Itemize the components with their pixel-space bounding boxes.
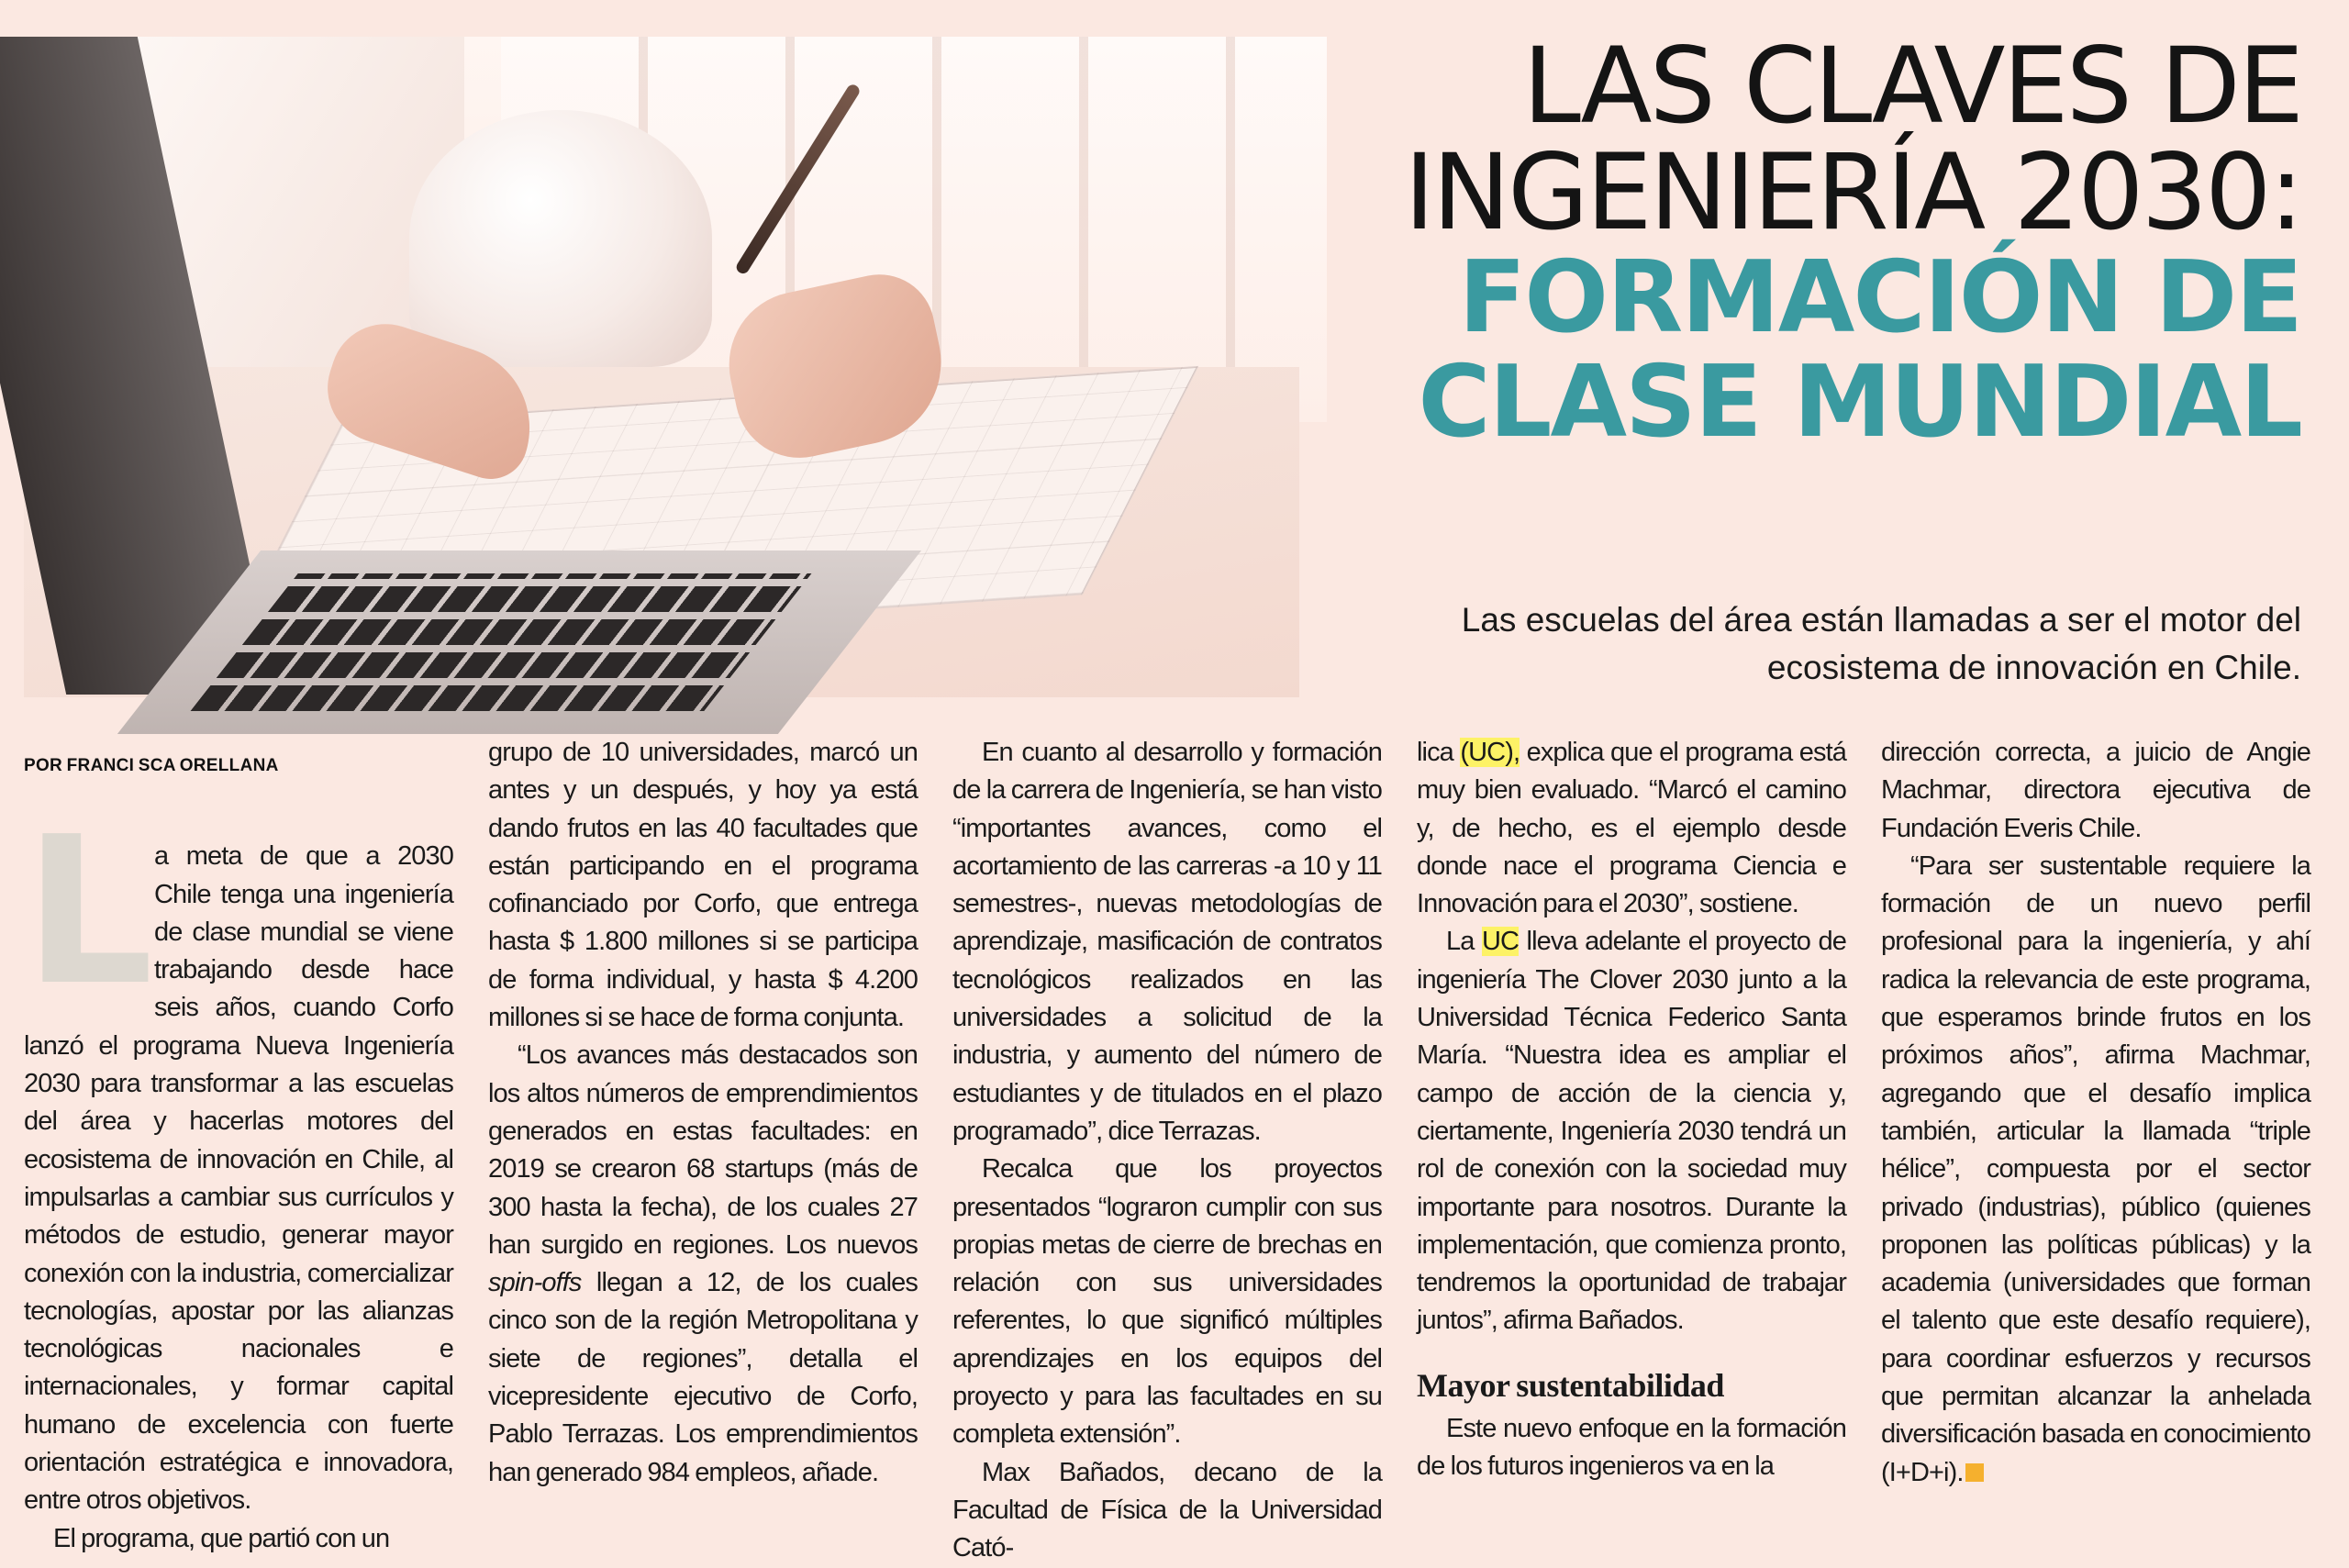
- text-run: “Los avances más destacados son los altos números de emprendimientos generados en estas facultades: en 2019 se crearon 68 startups (más de 300 hasta la fecha), de los cuales 27 han surgido en regiones. Los nuevos: [488, 1040, 918, 1260]
- text-run: “Para ser sustentable requiere la formación de un nuevo perfil profesional para la ingeniería, y ahí radica la relevancia de este programa, que esperamos brinde frutos en los próximos años”, afirma Machmar, agregando que el desafío implica también, articular la llamada “triple hélice”, compuesta por el sector privado (industrias), público (quienes proponen las políticas públicas) y la academia (universidades que forman el talento que este desafío requiere), para coordinar esfuerzos y recursos que permitan alcanzar la anhelada diversificación basada en conocimiento (I+D+i).: [1881, 851, 2310, 1487]
- paragraph: Este nuevo enfoque en la formación de los futuros ingenieros va en la: [1417, 1413, 1846, 1482]
- headline-line-4: CLASE MUNDIAL: [1418, 345, 2301, 460]
- paragraph: Recalca que los proyectos presentados “lograron cumplir con sus propias metas de cierre de brechas en relación con sus universidades referentes, lo que significó múltiples aprendizajes en los equipos del proyecto y para las facultades en su completa extensión”.: [952, 1154, 1382, 1450]
- headline-line-3: FORMACIÓN DE: [1458, 240, 2301, 355]
- text-run: La: [1446, 927, 1482, 957]
- paragraph: Max Bañados, decano de la Facultad de Física de la Universidad Cató-: [952, 1457, 1382, 1563]
- end-of-article-icon: [1965, 1463, 1984, 1482]
- column-2: [488, 734, 918, 1492]
- deck: [1292, 596, 2301, 692]
- text-run: llegan a 12, de los cuales cinco son de la región Metropolitana y siete de regiones”, detalla el vicepresidente ejecutivo de Corfo, Pablo Terrazas. Los emprendimientos han generado 984 empleos, añade.: [488, 1268, 918, 1487]
- highlight-uc: UC: [1481, 927, 1520, 957]
- headline: [1292, 25, 2301, 460]
- paragraph: [1417, 923, 1846, 1340]
- text-run: lleva adelante el proyecto de ingeniería The Clover 2030 junto a la Universidad Técnica Federico Santa María. “Nuestra idea es ampliar el campo de acción de la ciencia y, ciertamente, Ingeniería 2030 tendrá un rol de conexión con la sociedad muy importante para nosotros. Durante la implementación, que comienza pronto, tendremos la oportunidad de trabajar juntos”, afirma Bañados.: [1417, 927, 1846, 1336]
- hero-photo: [24, 37, 1299, 695]
- laptop-keyboard: [190, 573, 811, 711]
- subheading: Mayor sustentabilidad: [1417, 1366, 1724, 1404]
- emphasis-spin-offs: spin-offs: [488, 1268, 582, 1298]
- paragraph: dirección correcta, a juicio de Angie Machmar, directora ejecutiva de Fundación Everis Chile.: [1881, 738, 2310, 843]
- column-3: [952, 734, 1382, 1568]
- deck-line-2: ecosistema de innovación en Chile.: [1766, 649, 2301, 686]
- hard-hat: [409, 110, 712, 367]
- column-5: [1881, 734, 2310, 1492]
- paragraph: [488, 1037, 918, 1492]
- headline-line-2: INGENIERÍA 2030:: [1404, 131, 2301, 253]
- paragraph: grupo de 10 universidades, marcó un antes y un después, y hoy ya está dando frutos en las 40 facultades que están participando en el programa cofinanciado por Corfo, que entrega hasta $ 1.800 millones si se participa de forma individual, y hasta $ 4.200 millones si se hace de forma conjunta.: [488, 738, 918, 1033]
- text-run: explica que el programa está muy bien evaluado. “Marcó el camino y, de hecho, es el ejemplo desde donde nace el programa Ciencia e Innovación para el 2030”, sostiene.: [1417, 738, 1846, 919]
- paragraph: En cuanto al desarrollo y formación de la carrera de Ingeniería, se han visto “importantes avances, como el acortamiento de las carreras -a 10 y 11 semestres-, nuevas metodologías de aprendizaje, masificación de contratos tecnológicos realizados en las universidades a solicitud de la industria, y aumento del número de estudiantes y de titulados en el plazo programado”, dice Terrazas.: [952, 738, 1382, 1146]
- byline: POR FRANCI SCA ORELLANA: [24, 756, 279, 775]
- paragraph: [1881, 848, 2310, 1492]
- paragraph: a meta de que a 2030 Chile tenga una ingeniería de clase mundial se viene trabajando desde hace seis años, cuando Corfo lanzó el programa Nueva Ingeniería 2030 para transformar a las escuelas del área y hacerlas motores del ecosistema de innovación en Chile, al impulsarlas a cambiar sus currículos y métodos de estudio, generar mayor conexión con la industria, comercializar tecnologías, apostar por las alianzas tecnológicas nacionales e internacionales, y formar capital humano de excelencia con fuerte orientación estratégica e innovadora, entre otros objetivos.: [24, 841, 453, 1516]
- deck-line-1: Las escuelas del área están llamadas a ser el motor del: [1461, 601, 2301, 639]
- paragraph: El programa, que partió con un: [53, 1523, 390, 1553]
- column-4: [1417, 734, 1846, 1485]
- drop-cap: L: [24, 794, 153, 1031]
- highlight-uc: (UC),: [1460, 738, 1520, 767]
- column-1: [24, 734, 453, 1558]
- headline-line-1: LAS CLAVES DE: [1522, 25, 2301, 147]
- paragraph: [1417, 734, 1846, 923]
- text-run: lica: [1417, 738, 1461, 767]
